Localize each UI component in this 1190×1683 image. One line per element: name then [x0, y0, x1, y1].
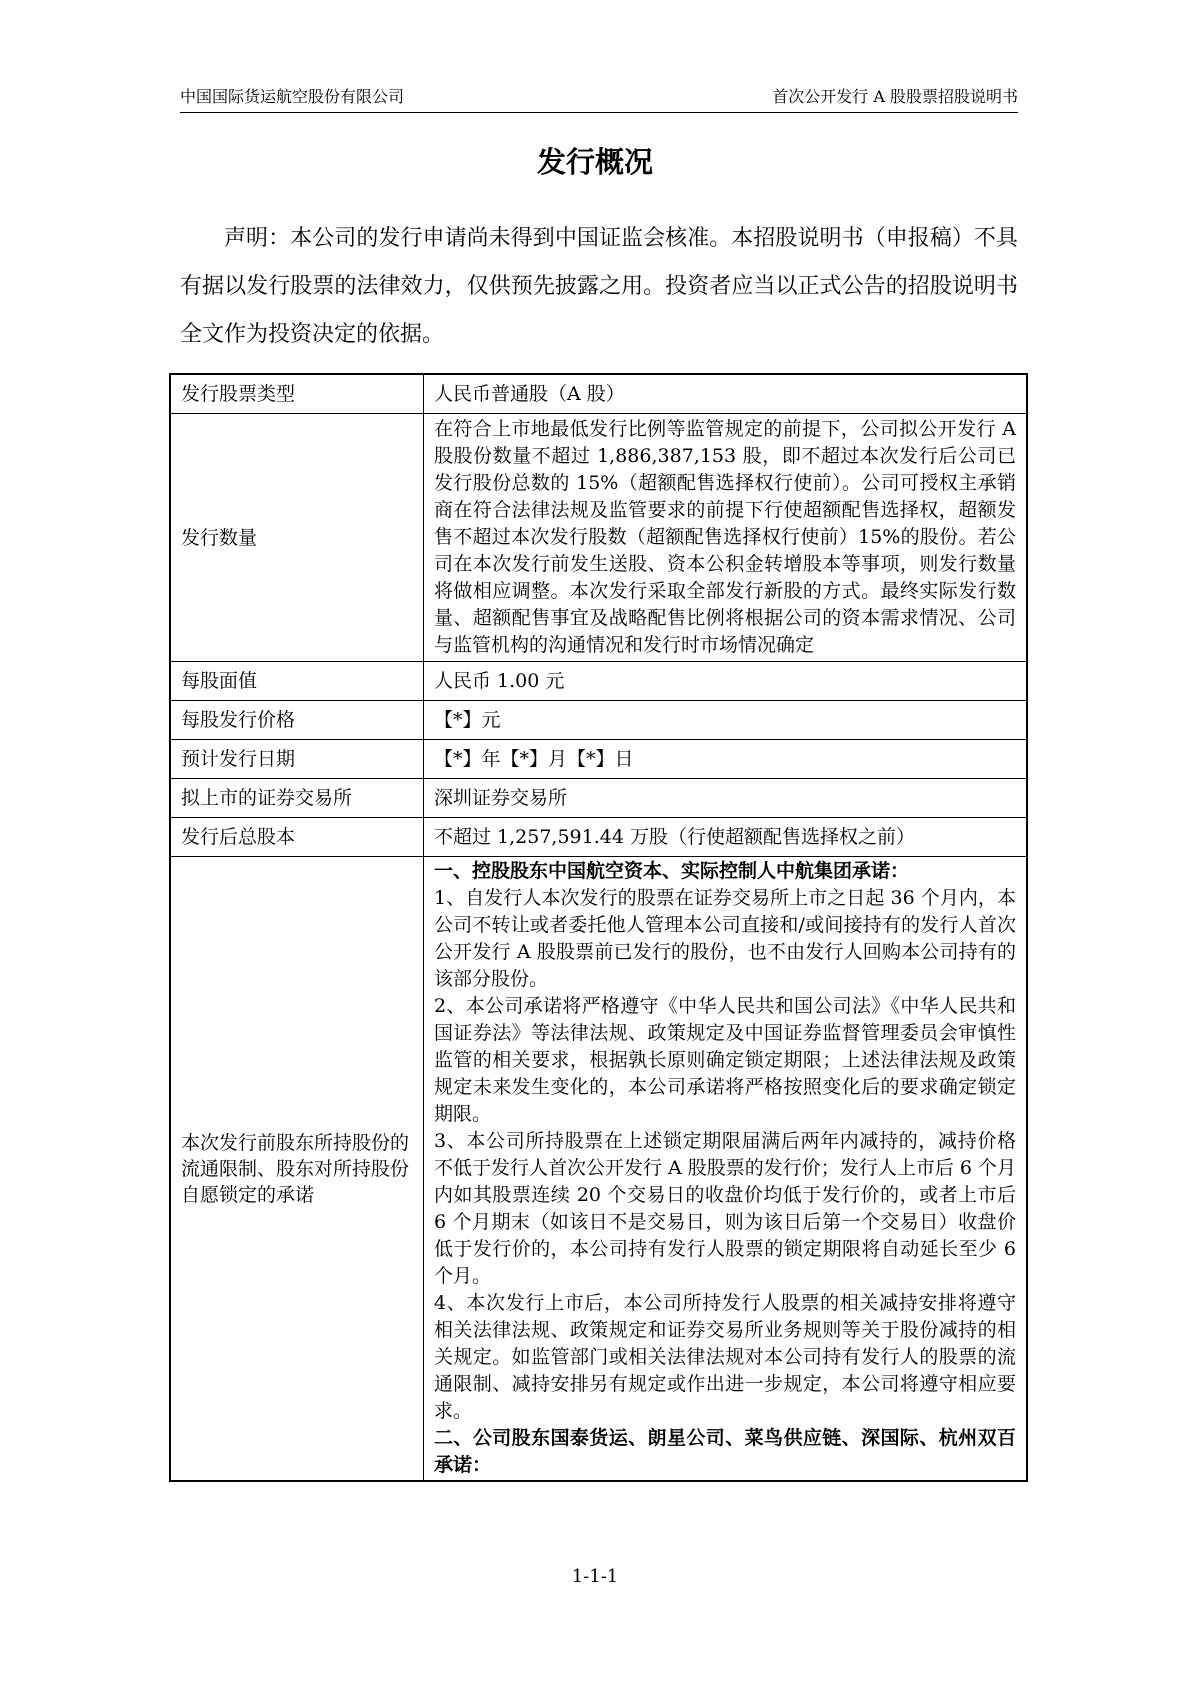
row-label: 每股发行价格 — [170, 701, 424, 740]
row-value: 深圳证券交易所 — [424, 779, 1028, 818]
table-row — [170, 740, 1027, 779]
row-label: 发行数量 — [170, 414, 424, 662]
row-value: 人民币 1.00 元 — [424, 662, 1028, 701]
table-row — [170, 857, 1027, 1482]
row-value: 人民币普通股（A 股） — [424, 374, 1028, 414]
table-row — [170, 818, 1027, 857]
row-value: 不超过 1,257,591.44 万股（行使超额配售选择权之前） — [424, 818, 1028, 857]
page-title: 发行概况 — [536, 145, 653, 179]
header-company: 中国国际货运航空股份有限公司 — [180, 87, 405, 106]
row-value: 【*】年【*】月【*】日 — [424, 740, 1028, 779]
lockup-heading-2: 二、公司股东国泰货运、朗星公司、菜鸟供应链、深国际、杭州双百承诺： — [434, 1427, 1016, 1476]
row-label: 发行后总股本 — [170, 818, 424, 857]
table-row — [170, 779, 1027, 818]
row-label: 本次发行前股东所持股份的流通限制、股东对所持股份自愿锁定的承诺 — [170, 857, 424, 1482]
row-label: 预计发行日期 — [170, 740, 424, 779]
lockup-item-3: 3、本公司所持股票在上述锁定期限届满后两年内减持的，减持价格不低于发行人首次公开发行 A 股股票的发行价；发行人上市后 6 个月内如其股票连续 20 个交易日的收盘价均低于发行价的，或者上市后 6 个月期末（如该日不是交易日，则为该日后第一个交易日）收盘价低于发行价的，本公司持有发行人股票的锁定期限将自动延长至少 6 个月。 — [434, 1130, 1016, 1287]
table-row — [170, 701, 1027, 740]
lockup-item-1: 1、自发行人本次发行的股票在证券交易所上市之日起 36 个月内，本公司不转让或者委托他人管理本公司直接和/或间接持有的发行人首次公开发行 A 股股票前已发行的股份，也不由发行人回购本公司持有的该部分股份。 — [434, 887, 1016, 990]
statement-paragraph: 声明：本公司的发行申请尚未得到中国证监会核准。本招股说明书（申报稿）不具有据以发行股票的法律效力，仅供预先披露之用。投资者应当以正式公告的招股说明书全文作为投资决定的依据。 — [180, 226, 1018, 347]
lockup-item-4: 4、本次发行上市后，本公司所持发行人股票的相关减持安排将遵守相关法律法规、政策规定和证券交易所业务规则等关于股份减持的相关规定。如监管部门或相关法律法规对本公司持有发行人的股票的流通限制、减持安排另有规定或作出进一步规定，本公司将遵守相应要求。 — [434, 1292, 1016, 1422]
lockup-item-2: 2、本公司承诺将严格遵守《中华人民共和国公司法》《中华人民共和国证券法》等法律法规、政策规定及中国证券监督管理委员会审慎性监管的相关要求，根据孰长原则确定锁定期限；上述法律法规及政策规定未来发生变化的，本公司承诺将严格按照变化后的要求确定锁定期限。 — [434, 995, 1016, 1125]
lockup-heading-1: 一、控股股东中国航空资本、实际控制人中航集团承诺： — [434, 860, 910, 882]
page-header — [180, 84, 1018, 113]
row-value: 【*】元 — [424, 701, 1028, 740]
row-value-lockup — [424, 857, 1028, 1482]
issue-overview-table — [169, 373, 1028, 1482]
page-number: 1-1-1 — [571, 1566, 619, 1587]
table-row — [170, 414, 1027, 662]
row-label: 发行股票类型 — [170, 374, 424, 414]
row-label: 拟上市的证券交易所 — [170, 779, 424, 818]
row-value: 在符合上市地最低发行比例等监管规定的前提下，公司拟公开发行 A 股股份数量不超过 1,886,387,153 股，即不超过本次发行后公司已发行股份总数的 15%（超额配售选择权行使前）。公司可授权主承销商在符合法律法规及监管要求的前提下行使超额配售选择权，超额发售不超过本次发行股数（超额配售选择权行使前）15%的股份。若公司在本次发行前发生送股、资本公积金转增股本等事项，则发行数量将做相应调整。本次发行采取全部发行新股的方式。最终实际发行数量、超额配售事宜及战略配售比例将根据公司的资本需求情况、公司与监管机构的沟通情况和发行时市场情况确定 — [424, 414, 1028, 662]
header-document-title: 首次公开发行 A 股股票招股说明书 — [772, 87, 1018, 106]
table-row — [170, 662, 1027, 701]
table-row — [170, 374, 1027, 414]
row-label: 每股面值 — [170, 662, 424, 701]
